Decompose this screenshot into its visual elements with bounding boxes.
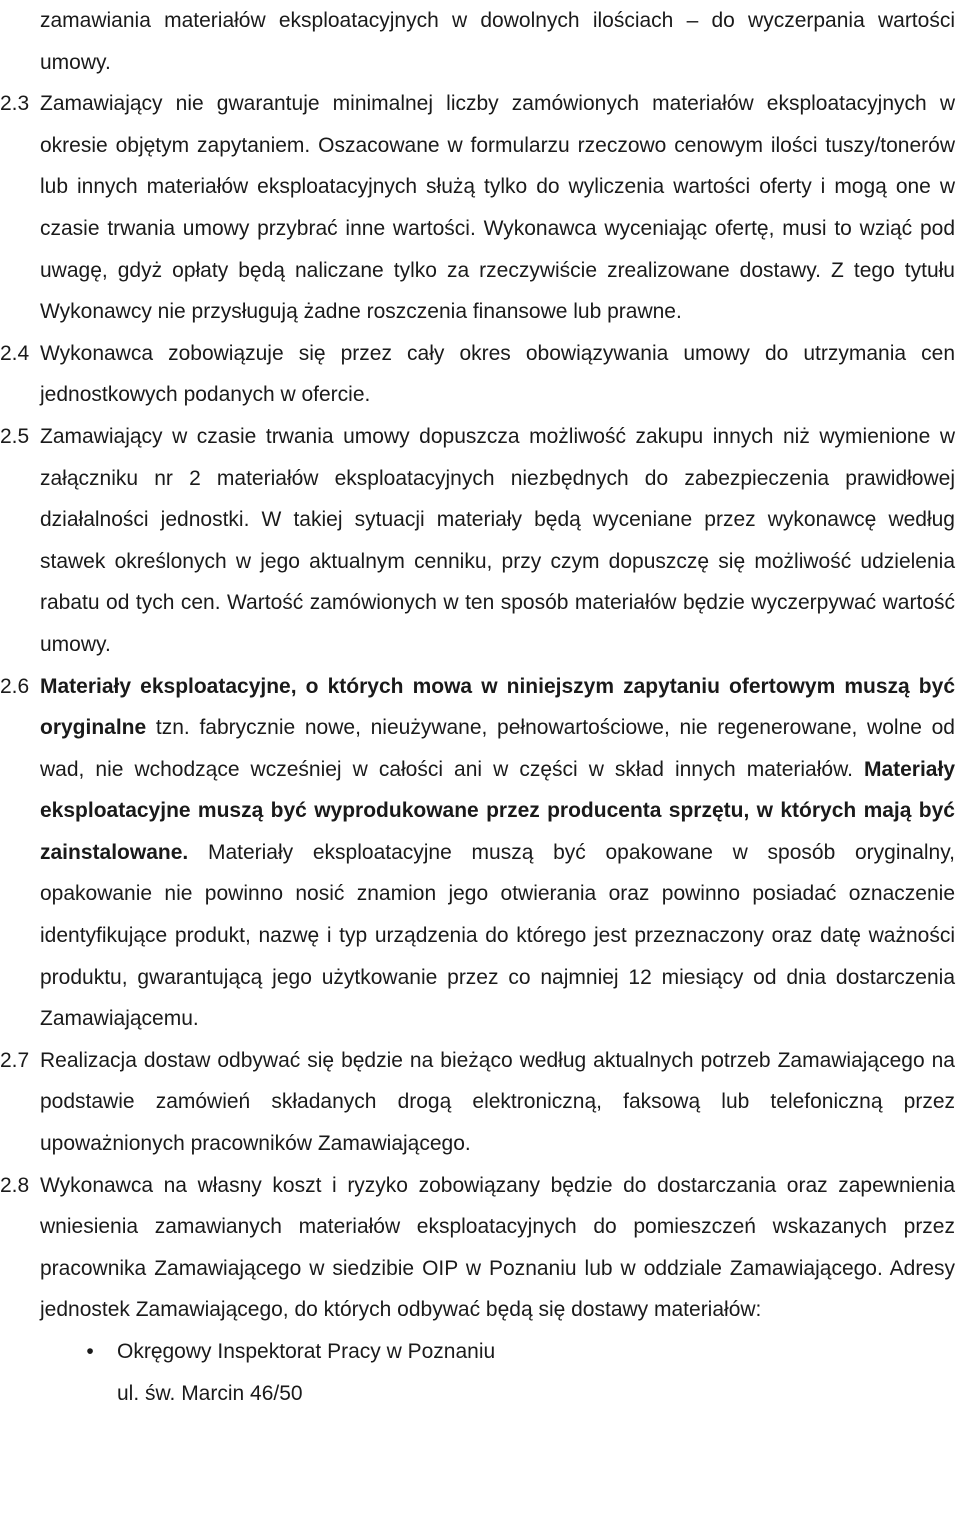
section-2-5 [0,416,960,666]
section-number: 2.3 [0,92,30,116]
section-2-4 [0,333,960,416]
section-2-3 [0,83,960,333]
intro-paragraph: zamawiania materiałów eksploatacyjnych w dowolnych ilościach – do wyczerpania wartości umowy. [40,9,955,74]
section-2-7 [0,1040,960,1165]
section-2-6 [0,666,960,1040]
section-text: Materiały eksploatacyjne muszą być opakowane w sposób oryginalny, opakowanie nie powinno nosić znamion jego otwierania oraz powinno posiadać oznaczenie identyfikujące produkt, nazwę i typ urządzenia do którego jest przeznaczony oraz datę ważności produktu, gwarantującą jego użytkowanie przez co najmniej 12 miesiący od dnia dostarczenia Zamawiającemu. [40,840,955,1031]
section-number: 2.5 [0,424,30,448]
section-text: Wykonawca zobowiązuje się przez cały okres obowiązywania umowy do utrzymania cen jednostkowych podanych w ofercie. [40,341,955,407]
address-name: Okręgowy Inspektorat Pracy w Poznaniu [117,1340,496,1363]
section-text: tzn. fabrycznie nowe, nieużywane, pełnowartościowe, nie regenerowane, wolne od wad, nie wchodzące wcześniej w całości ani w części w skład innych materiałów. [40,716,955,781]
list-item [0,1331,960,1373]
bullet-icon: • [86,1340,94,1363]
section-text: Zamawiający nie gwarantuje minimalnej liczby zamówionych materiałów eksploatacyjnych w okresie objętym zapytaniem. Oszacowane w formularzu rzeczowo cenowym ilości tuszy/tonerów lub innych materiałów eksploatacyjnych służą tylko do wyliczenia wartości oferty i mogą one w czasie trwania umowy przybrać inne wartości. Wykonawca wyceniając ofertę, musi to wziąć pod uwagę, gdyż opłaty będą naliczane tylko za rzeczywiście zrealizowane dostawy. Z tego tytułu Wykonawcy nie przysługują żadne roszczenia finansowe lub prawne. [40,92,955,324]
section-number: 2.6 [0,674,30,698]
address-street: ul. św. Marcin 46/50 [117,1381,303,1405]
section-text: Zamawiający w czasie trwania umowy dopuszcza możliwość zakupu innych niż wymienione w załączniku nr 2 materiałów eksploatacyjnych niezbędnych do zabezpieczenia prawidłowej działalności jednostki. W takiej sytuacji materiały będą wyceniane przez wykonawcę według stawek określonych w jego aktualnym cenniku, przy czym dopuszczę się możliwość udzielenia rabatu od tych cen. Wartość zamówionych w ten sposób materiałów będzie wyczerpywać wartość umowy. [40,424,955,656]
section-bold-text: Materiały eksploatacyjne, o których mowa w niniejszym zapytaniu ofertowym muszą być oryginalne [40,674,955,740]
address-list [0,1331,960,1414]
section-number: 2.4 [0,341,30,365]
section-text: Realizacja dostaw odbywać się będzie na bieżąco według aktualnych potrzeb Zamawiającego na podstawie zamówień składanych drogą elektroniczną, faksową lub telefoniczną przez upoważnionych pracowników Zamawiającego. [40,1048,955,1156]
section-number: 2.7 [0,1048,30,1072]
section-2-8 [0,1165,960,1331]
section-text: Wykonawca na własny koszt i ryzyko zobowiązany będzie do dostarczania oraz zapewnienia wniesienia zamawianych materiałów eksploatacyjnych do pomieszczeń wskazanych przez pracownika Zamawiającego w siedzibie OIP w Poznaniu lub w oddziale Zamawiającego. Adresy jednostek Zamawiającego, do których odbywać będą się dostawy materiałów: [40,1173,955,1322]
section-number: 2.8 [0,1173,30,1197]
section-bold-text: Materiały eksploatacyjne muszą być wyprodukowane przez producenta sprzętu, w których mają być zainstalowane. [40,757,955,864]
